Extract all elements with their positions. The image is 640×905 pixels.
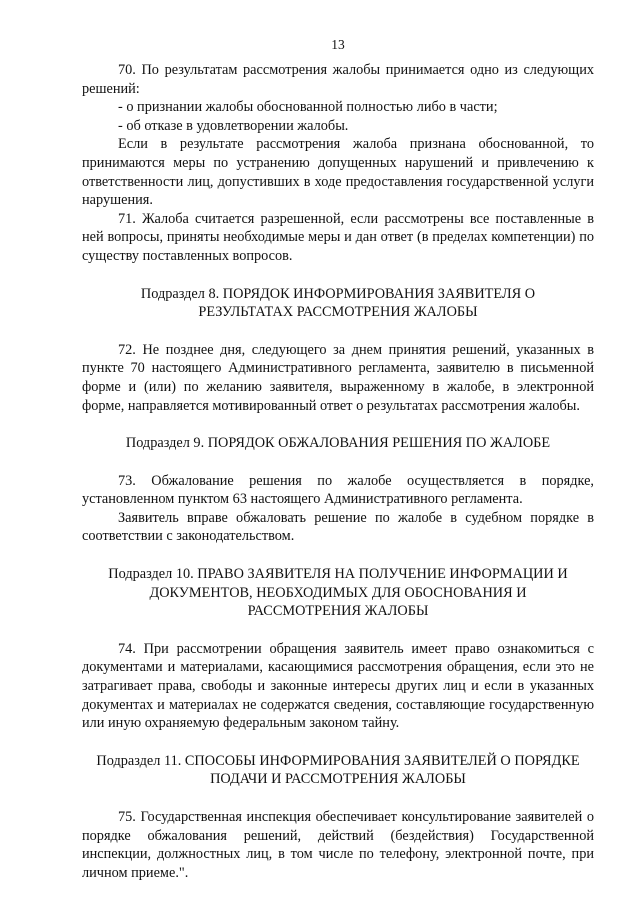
paragraph-70: 70. По результатам рассмотрения жалобы принимается одно из следующих решений: [82, 62, 594, 97]
paragraph-74: 74. При рассмотрении обращения заявитель имеет право ознакомиться с документами и материалами, касающимися рассмотрения обращения, если это не затрагивает права, свободы и законные интересы других лиц и если в указанных документах и материалах не содержатся сведения, составляющие государственную или иную охраняемую федеральным законом тайну. [82, 640, 594, 732]
page-number: 13 [331, 37, 345, 52]
subsection-8-heading [82, 285, 594, 322]
paragraph-70-item-1: - о признании жалобы обоснованной полностью либо в части; [118, 99, 498, 116]
paragraph-75: 75. Государственная инспекция обеспечивает консультирование заявителей о порядке обжалования решений, действий (бездействия) Государственной инспекции, должностных лиц, в том числе по телефону, электронной почте, при личном приеме.". [82, 809, 594, 881]
subsection-10-heading-line-3: РАССМОТРЕНИЯ ЖАЛОБЫ [247, 603, 429, 620]
subsection-11-heading-line-2: ПОДАЧИ И РАССМОТРЕНИЯ ЖАЛОБЫ [210, 771, 466, 788]
subsection-10-heading [82, 565, 594, 621]
subsection-10-heading-line-1: Подраздел 10. ПРАВО ЗАЯВИТЕЛЯ НА ПОЛУЧЕНИЕ ИНФОРМАЦИИ И [108, 566, 568, 583]
subsection-11-heading-line-1: Подраздел 11. СПОСОБЫ ИНФОРМИРОВАНИЯ ЗАЯВИТЕЛЕЙ О ПОРЯДКЕ [96, 752, 580, 769]
document-page [82, 0, 594, 905]
subsection-9-heading [82, 434, 594, 453]
subsection-9-heading-line-1: Подраздел 9. ПОРЯДОК ОБЖАЛОВАНИЯ РЕШЕНИЯ ПО ЖАЛОБЕ [125, 435, 551, 452]
paragraph-70-continuation: Если в результате рассмотрения жалоба признана обоснованной, то принимаются меры по устранению допущенных нарушений и привлечению к ответственности лиц, допустивших в ходе предоставления государственной услуги нарушения. [82, 136, 594, 209]
paragraph-71: 71. Жалоба считается разрешенной, если рассмотрены все поставленные в ней вопросы, приняты необходимые меры и дан ответ (в пределах компетенции) по существу поставленных вопросов. [82, 210, 594, 264]
paragraph-73: 73. Обжалование решения по жалобе осуществляется в порядке, установленном пунктом 63 настоящего Административного регламента. [82, 472, 594, 508]
subsection-8-heading-line-2: РЕЗУЛЬТАТАХ РАССМОТРЕНИЯ ЖАЛОБЫ [198, 304, 478, 321]
subsection-11-heading [82, 752, 594, 789]
paragraph-70-item-2: - об отказе в удовлетворении жалобы. [118, 117, 349, 134]
paragraph-73-continuation: Заявитель вправе обжаловать решение по жалобе в судебном порядке в соответствии с законодательством. [82, 509, 594, 545]
page-content [82, 61, 594, 882]
subsection-8-heading-line-1: Подраздел 8. ПОРЯДОК ИНФОРМИРОВАНИЯ ЗАЯВИТЕЛЯ О [140, 285, 536, 302]
paragraph-72: 72. Не позднее дня, следующего за днем принятия решений, указанных в пункте 70 настоящего Административного регламента, заявителю в письменной форме и (или) по желанию заявителя, выраженному в жалобе, в электронной форме, направляется мотивированный ответ о результатах рассмотрения жалобы. [82, 341, 594, 414]
subsection-10-heading-line-2: ДОКУМЕНТОВ, НЕОБХОДИМЫХ ДЛЯ ОБОСНОВАНИЯ И [149, 584, 527, 601]
